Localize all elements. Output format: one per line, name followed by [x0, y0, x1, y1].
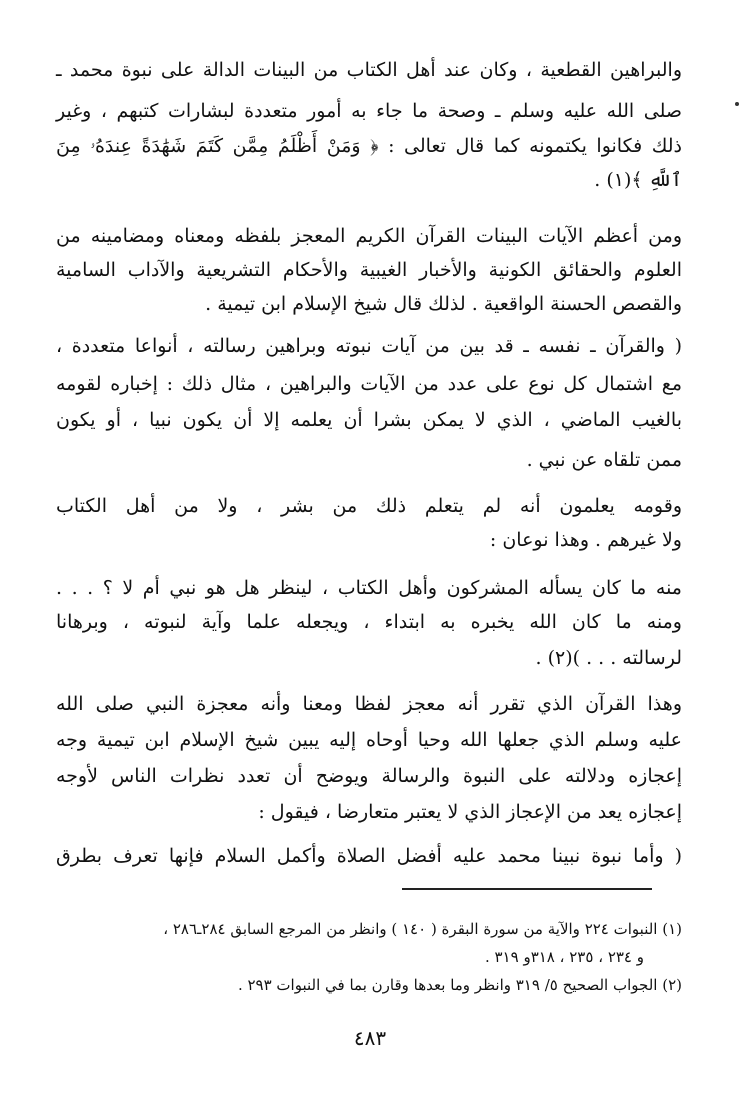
body-line: وهذا القرآن الذي تقرر أنه معجز لفظا ومعنا وأنه معجزة النبي صلى الله — [56, 693, 682, 715]
quote-line: ولا غيرهم . وهذا نوعان : — [489, 529, 682, 551]
quote-line: ( وأما نبوة نبينا محمد عليه أفضل الصلاة وأكمل السلام فإنها تعرف بطرق — [56, 845, 682, 867]
body-line: ذلك فكانوا يكتمونه كما قال تعالى : ﴿ وَمَنْ أَظْلَمُ مِمَّن كَتَمَ شَهَٰدَةً عِندَهُۥ مِنَ — [56, 135, 682, 157]
body-line: ومن أعظم الآيات البينات القرآن الكريم المعجز بلفظه ومعناه ومضامينه من — [56, 225, 682, 247]
quote-line: ممن تلقاه عن نبي . — [526, 449, 682, 471]
body-line: صلى الله عليه وسلم ـ وصحة ما جاء به أمور متعددة لبشارات كتبهم ، وغير — [56, 100, 682, 122]
body-line: العلوم والحقائق الكونية والأخبار الغيبية والأحكام التشريعية والآداب السامية — [56, 259, 682, 281]
quote-line: مع اشتمال كل نوع على عدد من الآيات والبراهين ، مثال ذلك : إخباره لقومه — [56, 373, 682, 395]
footnote: (٢) الجواب الصحيح ٥/ ٣١٩ وانظر وما بعدها وقارن بما في النبوات ٢٩٣ . — [237, 976, 682, 994]
quote-line: ( والقرآن ـ نفسه ـ قد بين من آيات نبوته وبراهين رسالته ، أنواعا متعددة ، — [56, 335, 682, 357]
quote-line: بالغيب الماضي ، الذي لا يمكن بشرا أن يعلمه إلا أن يكون نبيا ، أو يكون — [56, 409, 682, 431]
body-line: إعجازه ودلالته على النبوة والرسالة ويوضح أن تعدد نظرات الناس لأوجه — [56, 765, 682, 787]
footnote-separator — [402, 888, 652, 890]
margin-dot — [735, 102, 739, 106]
footnote: (١) النبوات ٢٢٤ والآية من سورة البقرة ( ١٤٠ ) وانظر من المرجع السابق ٢٨٤ـ٢٨٦ ، — [163, 920, 682, 938]
quote-line: منه ما كان يسأله المشركون وأهل الكتاب ، لينظر هل هو نبي أم لا ؟ . . . — [56, 577, 682, 599]
body-line: والقصص الحسنة الواقعية . لذلك قال شيخ الإسلام ابن تيمية . — [205, 293, 682, 315]
body-line: إعجازه يعد من الإعجاز الذي لا يعتبر متعارضا ، فيقول : — [258, 801, 682, 823]
quote-line: لرسالته . . . )(٢) . — [535, 647, 682, 669]
quote-line: وقومه يعلمون أنه لم يتعلم ذلك من بشر ، ولا من أهل الكتاب — [56, 495, 682, 517]
quote-line: ومنه ما كان الله يخبره به ابتداء ، ويجعله علما وآية لنبوته ، وبرهانا — [56, 611, 682, 633]
body-line: والبراهين القطعية ، وكان عند أهل الكتاب من البينات الدالة على نبوة محمد ـ — [56, 59, 682, 81]
page-number: ٤٨٣ — [353, 1026, 387, 1050]
body-line: ٱللَّهِ ﴾(١) . — [594, 169, 682, 191]
footnote-continuation: و ٢٣٤ ، ٢٣٥ ، ٣١٨و ٣١٩ . — [484, 948, 644, 966]
body-line: عليه وسلم الذي جعلها الله وحيا أوحاه إليه يبين شيخ الإسلام ابن تيمية وجه — [56, 729, 682, 751]
